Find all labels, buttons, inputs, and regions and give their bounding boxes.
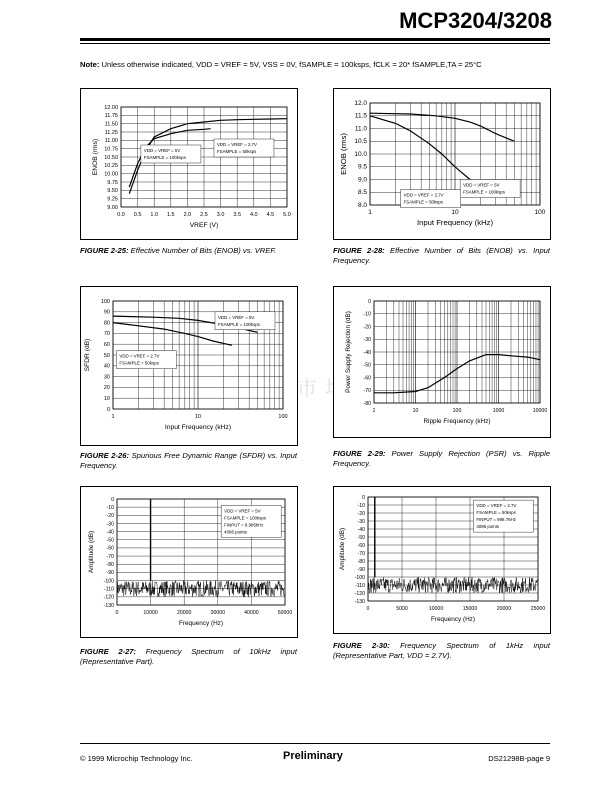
- y-tick-label: 8.5: [357, 189, 367, 197]
- y-tick-label: -50: [106, 537, 114, 544]
- x-tick-label: 50000: [277, 610, 293, 616]
- x-tick-label: 10: [194, 414, 202, 420]
- figure-2-27-label: FIGURE 2-27:: [80, 647, 137, 656]
- copyright: © 1999 Microchip Technology Inc.: [80, 754, 193, 763]
- figure-2-30-caption: [333, 641, 550, 661]
- x-tick-label: 0: [115, 610, 119, 616]
- annotation-text: FSAMPLE = 50ksps: [119, 360, 159, 366]
- figure-2-28-caption: [333, 246, 550, 266]
- y-axis-label: Power Supply Rejection (dB): [345, 311, 352, 393]
- x-tick-label: 100: [534, 209, 546, 216]
- y-tick-label: -80: [106, 562, 114, 569]
- y-tick-label: -60: [106, 545, 114, 552]
- x-tick-label: 4.0: [249, 212, 258, 218]
- x-tick-label: 1.5: [166, 212, 175, 218]
- x-tick-label: 20000: [496, 606, 512, 612]
- x-tick-label: 1: [372, 408, 376, 414]
- y-tick-label: -40: [363, 349, 371, 356]
- note-label: Note:: [80, 60, 100, 69]
- y-axis-label: Amplitude (dB): [88, 530, 95, 574]
- page-number: DS21298B-page 9: [488, 754, 550, 763]
- x-tick-label: 1: [111, 414, 115, 420]
- y-tick-label: -70: [357, 550, 365, 557]
- figure-2-25-caption: [80, 246, 297, 256]
- x-tick-label: 100: [278, 414, 288, 420]
- x-tick-label: 1.0: [150, 212, 159, 218]
- figure-2-30-box: [333, 486, 551, 634]
- y-tick-label: 9.75: [107, 179, 118, 186]
- x-axis-label: Frequency (Hz): [430, 616, 476, 623]
- x-tick-label: 25000: [530, 606, 546, 612]
- y-tick-label: 8.0: [357, 201, 367, 209]
- y-tick-label: 9.50: [107, 188, 118, 195]
- y-tick-label: -10: [363, 311, 371, 318]
- y-tick-label: -90: [106, 570, 114, 577]
- psr-vs-ripple-chart: [334, 287, 550, 437]
- y-tick-label: -30: [357, 518, 365, 525]
- x-tick-label: 3.0: [216, 212, 225, 218]
- x-tick-label: 2.0: [183, 212, 192, 218]
- y-tick-label: -70: [106, 553, 114, 560]
- y-axis-label: Amplitude (dB): [339, 527, 346, 571]
- y-tick-label: 9.25: [107, 196, 118, 203]
- annotation-text: FSAMPLE = 100ksps: [463, 189, 505, 195]
- top-rule: [80, 38, 550, 41]
- y-tick-label: -40: [106, 529, 114, 536]
- y-tick-label: -130: [103, 602, 114, 609]
- y-tick-label: 10: [103, 396, 110, 402]
- x-tick-label: 5000: [396, 606, 408, 612]
- x-tick-label: 4.5: [266, 212, 275, 218]
- y-tick-label: 9.0: [357, 176, 367, 184]
- y-tick-label: 70: [103, 331, 110, 338]
- figure-2-29-caption: [333, 449, 550, 469]
- y-tick-label: -90: [357, 566, 365, 573]
- y-tick-label: -30: [363, 337, 371, 344]
- figure-2-30-label: FIGURE 2-30:: [333, 641, 390, 650]
- y-tick-label: -100: [103, 578, 114, 585]
- annotation-text: VDD = VREF = 2.7V: [216, 142, 257, 147]
- figure-2-29-label: FIGURE 2-29:: [333, 449, 386, 458]
- figure-2-29-text: Power Supply Rejection (PSR) vs. Ripple Frequency.: [333, 449, 550, 468]
- y-tick-label: -110: [104, 586, 114, 593]
- y-tick-label: 60: [103, 342, 110, 348]
- annotation-text: FSAMPLE = 100ksps: [143, 155, 186, 160]
- figure-2-26-text: Spurious Free Dynamic Range (SFDR) vs. Input Frequency.: [80, 451, 297, 470]
- annotation-text: FSAMPLE = 100ksps: [224, 515, 267, 521]
- x-axis-label: Frequency (Hz): [178, 620, 224, 627]
- top-rule-thin: [80, 43, 550, 44]
- annotation-text: FSAMPLE = 50ksps: [403, 199, 444, 205]
- y-tick-label: -70: [363, 388, 371, 395]
- annotation-text: VDD = VREF = 5V: [224, 508, 261, 514]
- y-axis-label: ENOB (rms): [92, 138, 99, 176]
- annotation-text: VDD = VREF = 2.7V: [476, 503, 517, 509]
- y-tick-label: -80: [357, 558, 365, 565]
- note-text: Unless otherwise indicated, VDD = VREF = 5V, VSS = 0V, fSAMPLE = 100ksps, fCLK = 20* fSAMPLE,TA = 25°C: [101, 60, 482, 69]
- x-tick-label: 10000: [532, 408, 548, 414]
- figure-2-26-box: [80, 286, 298, 446]
- y-tick-label: 30: [103, 374, 110, 381]
- y-tick-label: 10.0: [354, 150, 367, 158]
- y-tick-label: 0: [111, 496, 114, 503]
- spectrum-10khz-chart: [81, 487, 297, 637]
- conditions-note: [80, 60, 482, 69]
- figure-2-25-box: [80, 88, 298, 240]
- y-tick-label: 9.5: [357, 163, 367, 171]
- figure-2-25-label: FIGURE 2-25:: [80, 246, 129, 255]
- y-tick-label: 50: [103, 352, 110, 359]
- y-tick-label: 10.5: [354, 138, 367, 146]
- x-tick-label: 30000: [210, 610, 226, 616]
- y-tick-label: -20: [363, 324, 371, 331]
- y-tick-label: -80: [363, 400, 371, 407]
- y-tick-label: -130: [354, 598, 365, 605]
- x-tick-label: 100: [452, 408, 462, 414]
- bottom-rule: [80, 743, 550, 744]
- figure-2-27-text: Frequency Spectrum of 10kHz input (Representative Part).: [80, 647, 297, 666]
- y-tick-label: -120: [103, 594, 114, 601]
- figure-2-27-box: [80, 486, 298, 638]
- y-tick-label: 0: [106, 406, 110, 413]
- x-tick-label: 0: [366, 606, 370, 612]
- annotation-text: VDD = VREF = 5V: [218, 314, 255, 320]
- y-axis-label: SFDR (dB): [84, 338, 91, 372]
- y-tick-label: 0: [368, 298, 371, 305]
- y-tick-label: -20: [357, 510, 365, 517]
- x-tick-label: 1000: [492, 408, 505, 414]
- y-tick-label: -30: [106, 521, 114, 528]
- series-line-1: [370, 113, 514, 141]
- y-tick-label: 11.50: [104, 121, 118, 128]
- spectrum-1khz-chart: [334, 487, 550, 633]
- y-tick-label: 10.75: [104, 146, 118, 153]
- figure-2-25-text: Effective Number of Bits (ENOB) vs. VREF.: [130, 246, 277, 255]
- y-tick-label: 10.00: [104, 171, 118, 178]
- y-tick-label: 11.00: [104, 138, 118, 145]
- y-axis-label: ENOB (rms): [339, 133, 348, 175]
- annotation-text: VDD = VREF = 5V: [463, 182, 500, 188]
- y-tick-label: -60: [363, 375, 371, 382]
- x-tick-label: 1: [368, 209, 372, 216]
- x-tick-label: 0.5: [133, 212, 142, 218]
- annotation-text: FINPUT = 9.985kHz: [224, 522, 264, 528]
- sfdr-vs-frequency-chart: [81, 287, 297, 445]
- annotation-text: FSAMPLE = 100ksps: [218, 321, 260, 327]
- annotation-text: VDD = VREF = 5V: [143, 148, 181, 153]
- y-tick-label: -40: [357, 526, 365, 533]
- y-tick-label: 11.25: [104, 129, 118, 136]
- x-tick-label: 2.5: [200, 212, 208, 218]
- x-tick-label: 15000: [462, 606, 478, 612]
- figure-2-28-box: [333, 88, 551, 240]
- enob-vs-vref-chart: [81, 89, 297, 239]
- y-tick-label: -50: [363, 362, 371, 369]
- preliminary-label: Preliminary: [283, 750, 343, 762]
- annotation-text: FSAMPLE = 50ksps: [476, 510, 516, 516]
- figure-2-28-label: FIGURE 2-28:: [333, 246, 385, 255]
- y-tick-label: 10.25: [104, 163, 118, 170]
- annotation-text: FINPUT = 998.76Hz: [476, 517, 516, 523]
- enob-vs-frequency-chart: [334, 89, 550, 239]
- y-tick-label: 20: [103, 385, 110, 392]
- x-axis-label: Input Frequency (kHz): [164, 424, 232, 431]
- y-tick-label: 100: [100, 298, 110, 305]
- figure-2-27-caption: [80, 647, 297, 667]
- y-tick-label: -120: [354, 590, 365, 597]
- y-tick-label: 11.5: [354, 112, 367, 120]
- y-tick-label: 40: [103, 363, 110, 370]
- figure-2-29-box: [333, 286, 551, 438]
- y-tick-label: 11.0: [354, 125, 367, 133]
- y-tick-label: 9.00: [107, 204, 118, 211]
- x-tick-label: 5.0: [283, 212, 291, 218]
- y-tick-label: 12.0: [354, 99, 367, 107]
- y-tick-label: -10: [106, 504, 114, 511]
- spectrum-noise-line: [117, 581, 285, 597]
- x-axis-label: Ripple Frequency (kHz): [423, 418, 491, 425]
- x-axis-label: VREF (V): [189, 222, 219, 229]
- figure-2-26-caption: [80, 451, 297, 471]
- x-tick-label: 20000: [176, 610, 192, 616]
- figure-2-30-text: Frequency Spectrum of 1kHz input (Representative Part, VDD = 2.7V).: [333, 641, 550, 660]
- y-tick-label: -110: [355, 582, 365, 589]
- y-tick-label: -100: [354, 574, 365, 581]
- x-tick-label: 10000: [143, 610, 158, 616]
- x-tick-label: 40000: [244, 610, 259, 616]
- spectrum-noise-line: [368, 577, 538, 593]
- y-tick-label: -50: [357, 534, 365, 541]
- y-tick-label: 11.75: [104, 113, 118, 120]
- annotation-text: VDD = VREF = 2.7V: [403, 192, 444, 198]
- x-axis-label: Input Frequency (kHz): [416, 218, 494, 227]
- annotation-text: 4096 points: [476, 524, 500, 530]
- y-tick-label: 0: [362, 494, 365, 501]
- annotation-text: VDD = VREF = 2.7V: [119, 353, 160, 359]
- y-tick-label: 80: [103, 320, 110, 327]
- x-tick-label: 10000: [428, 606, 444, 612]
- annotation-text: 4096 points: [224, 529, 247, 535]
- annotation-text: FSAMPLE = 50ksps: [216, 149, 257, 154]
- y-tick-label: -60: [357, 542, 365, 549]
- y-tick-label: 12.00: [104, 104, 118, 111]
- x-tick-label: 3.5: [233, 212, 242, 218]
- figure-2-28-text: Effective Number of Bits (ENOB) vs. Input Frequency.: [333, 246, 550, 265]
- y-tick-label: -20: [106, 513, 114, 520]
- y-tick-label: 90: [103, 309, 110, 316]
- figure-2-26-label: FIGURE 2-26:: [80, 451, 130, 460]
- page-title: MCP3204/3208: [399, 8, 552, 33]
- y-tick-label: -10: [357, 502, 365, 509]
- x-tick-label: 10: [451, 209, 459, 216]
- x-tick-label: 10: [412, 408, 419, 414]
- y-tick-label: 10.50: [104, 154, 118, 161]
- x-tick-label: 0.0: [117, 212, 125, 218]
